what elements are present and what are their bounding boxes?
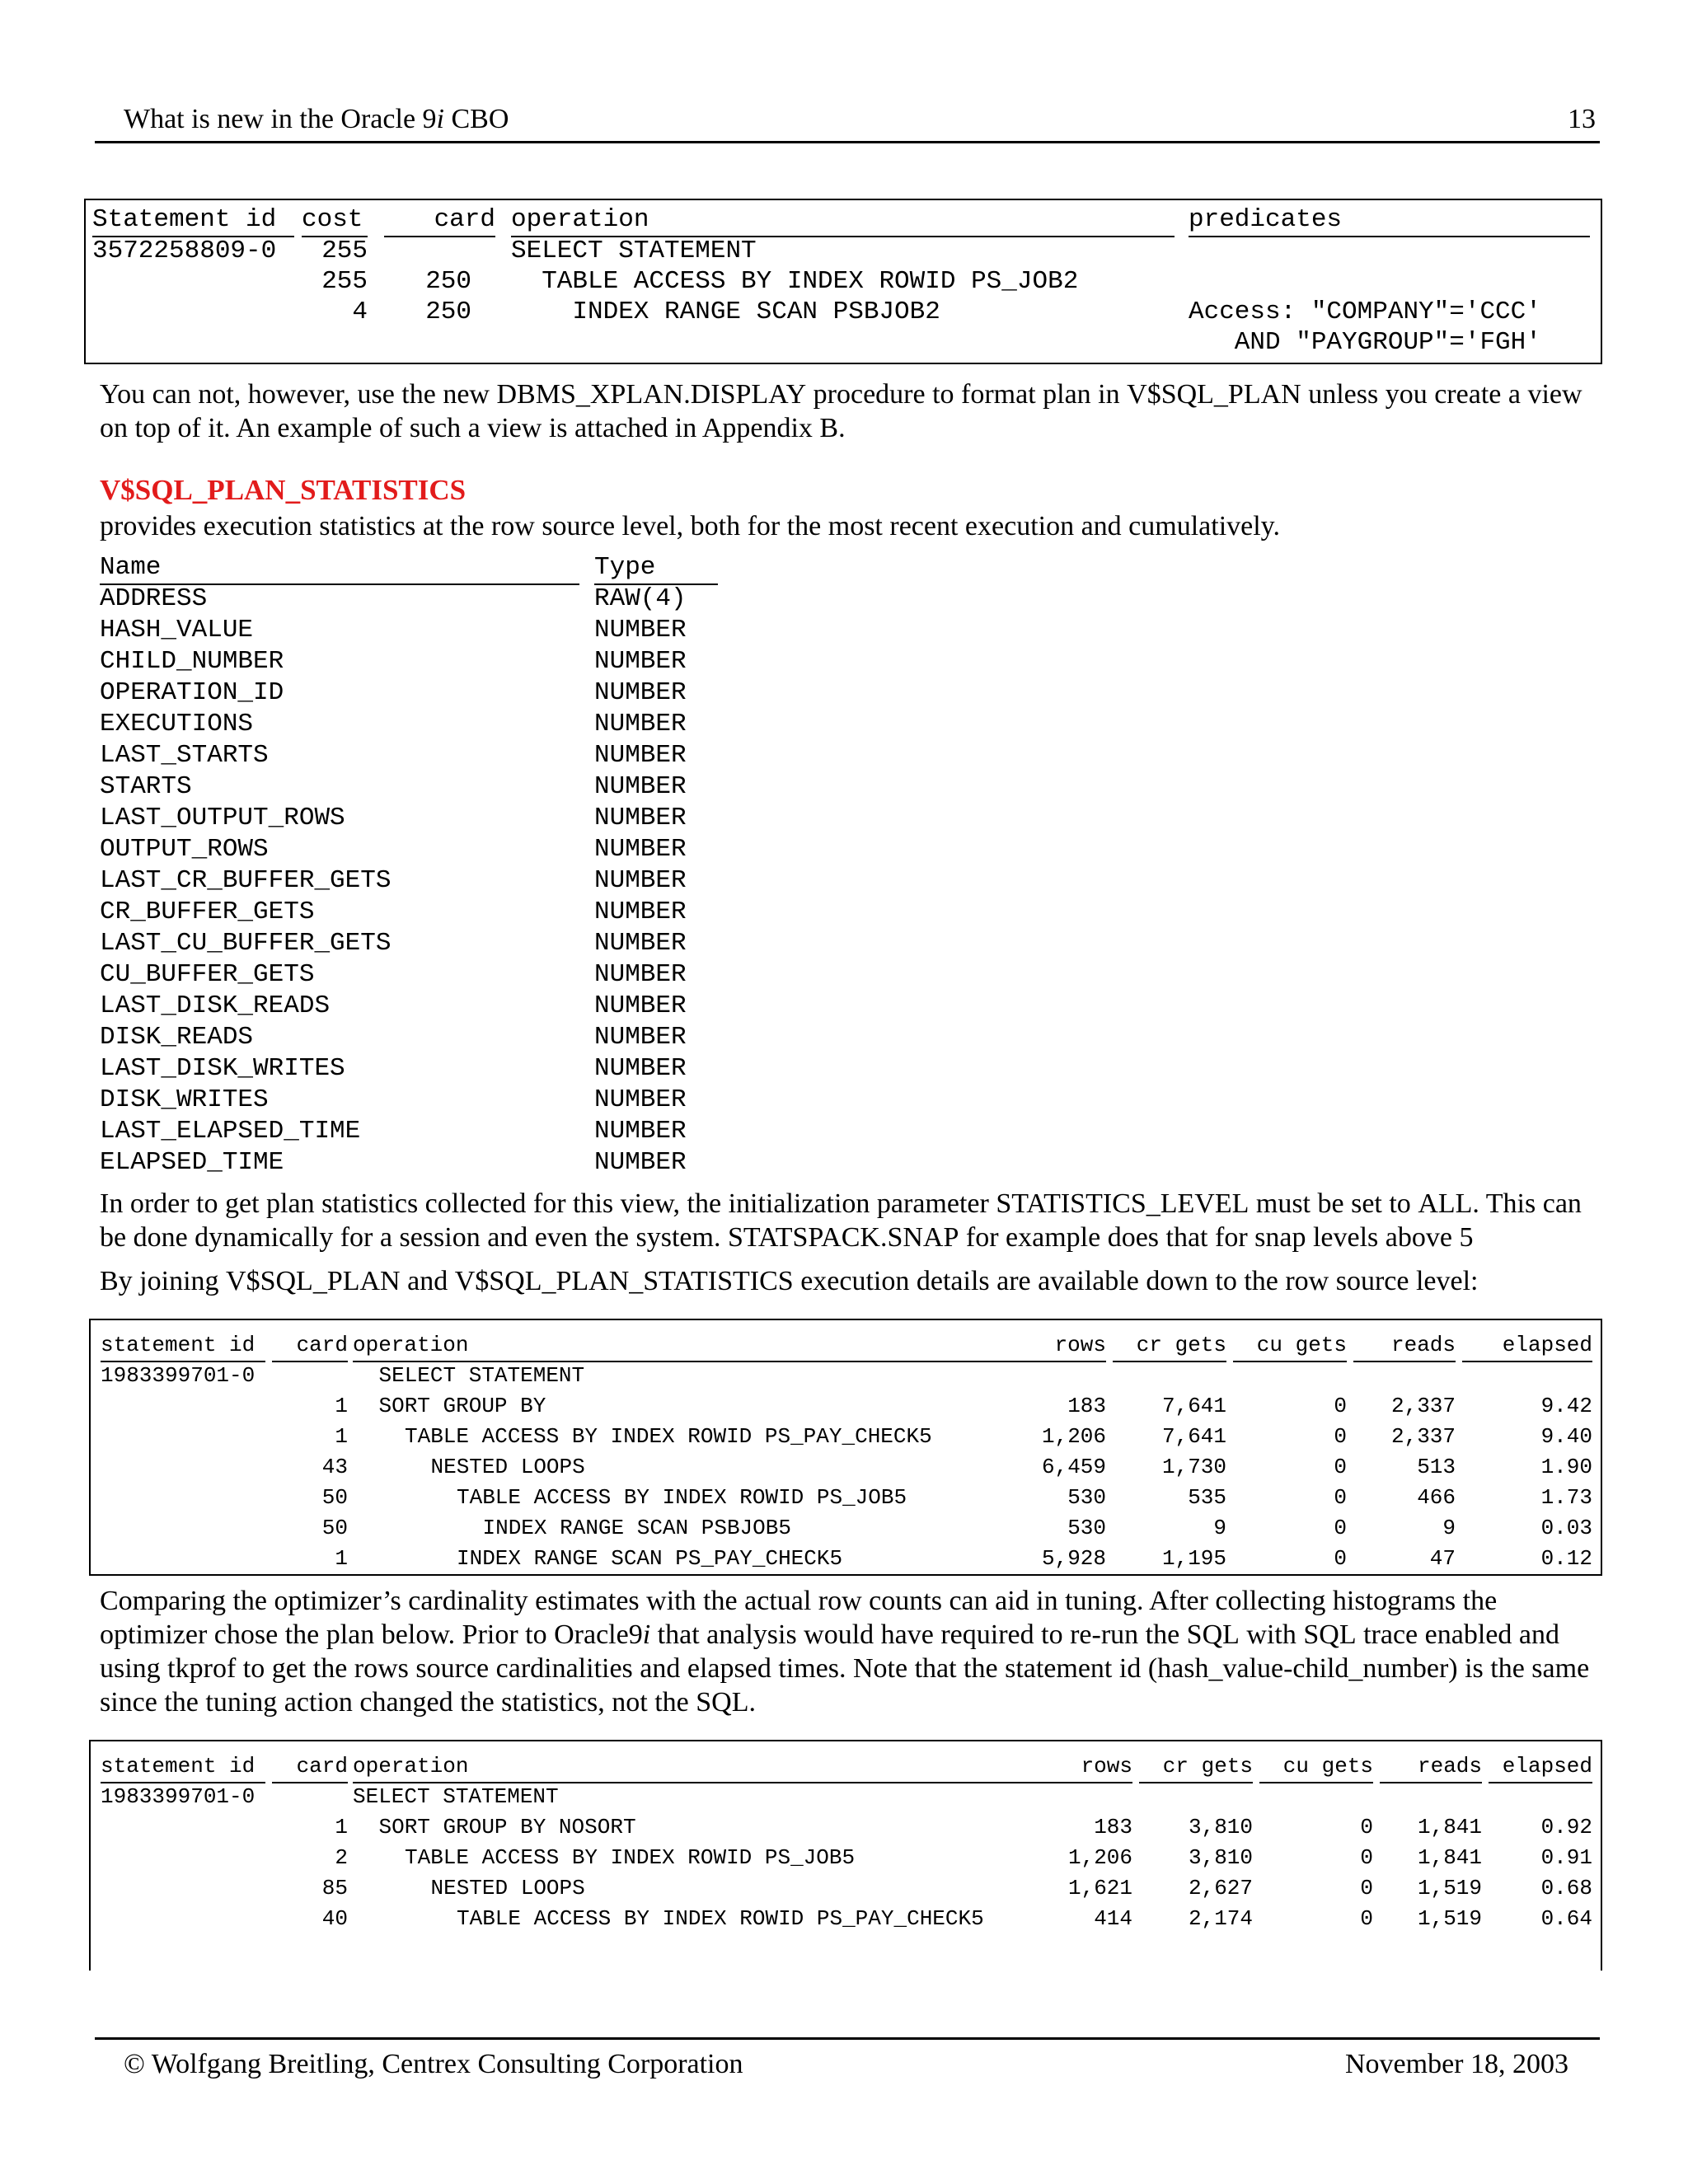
- stats1-header-rows: rows: [1004, 1330, 1106, 1362]
- column-name: DISK_READS: [100, 1023, 254, 1052]
- stats2-operation: SELECT STATEMENT: [353, 1784, 559, 1809]
- stats1-reads: 513: [1417, 1455, 1456, 1479]
- plan1-header-cost: cost: [302, 204, 368, 237]
- stats2-cu-gets: 0: [1360, 1845, 1373, 1870]
- column-name: OPERATION_ID: [100, 678, 284, 707]
- stats2-rows: 1,206: [1067, 1845, 1132, 1870]
- stats2-header-statement-id: statement id: [101, 1751, 265, 1783]
- column-name: LAST_ELAPSED_TIME: [100, 1117, 361, 1146]
- paragraph-xplan: You can not, however, use the new DBMS_XPLAN.DISPLAY procedure to format plan in V$SQL_PLAN unless you create a view on top of it. An example of such a view is attached in Appendix B.: [100, 379, 1582, 443]
- stats1-header-cu-gets: cu gets: [1233, 1330, 1347, 1362]
- plan1-cost: 255: [321, 237, 368, 265]
- stats1-header-operation: operation: [353, 1330, 1078, 1362]
- stats-table-1: [89, 1319, 1602, 1576]
- column-type: NUMBER: [594, 991, 687, 1020]
- stats1-operation: INDEX RANGE SCAN PS_PAY_CHECK5: [457, 1546, 843, 1571]
- header-rule: [95, 141, 1600, 143]
- stats2-card: 1: [335, 1815, 348, 1840]
- paragraph-statistics-level: In order to get plan statistics collected for this view, the initialization parameter STATISTICS_LEVEL must be set to ALL. This can be done dynamically for a session and even the system. STATSPACK.SNAP for example does that for snap levels above 5: [100, 1188, 1582, 1253]
- stats1-elapsed: 1.73: [1540, 1485, 1592, 1510]
- stats2-statement-id: 1983399701-0: [101, 1784, 256, 1809]
- name-header: Name: [100, 552, 579, 585]
- column-type: NUMBER: [594, 678, 687, 707]
- column-type: NUMBER: [594, 960, 687, 989]
- plan1-predicates: AND "PAYGROUP"='FGH': [1189, 328, 1541, 357]
- stats2-operation: TABLE ACCESS BY INDEX ROWID PS_JOB5: [405, 1845, 856, 1870]
- stats1-elapsed: 0.12: [1540, 1546, 1592, 1571]
- column-type: NUMBER: [594, 647, 687, 676]
- plan1-header-statement-id: Statement id: [92, 204, 294, 237]
- footer-copyright: © Wolfgang Breitling, Centrex Consulting Corporation: [124, 2049, 743, 2079]
- stats1-header-card: card: [272, 1330, 348, 1362]
- plan1-header-predicates: predicates: [1189, 204, 1590, 237]
- stats-table-2: [89, 1740, 1602, 1971]
- paragraph-comparing: Comparing the optimizer’s cardinality estimates with the actual row counts can aid in tuning. After collecting histograms the optimizer chose the plan below. Prior to Oracle9i that analysis would have required to re-run the SQL with SQL trace enabled and using tkprof to get the rows source cardinalities and elapsed times. Note that the statement id (hash_value-child_number) is the same since the tuning action changed the statistics, not the SQL.: [100, 1586, 1590, 1718]
- column-type: NUMBER: [594, 741, 687, 770]
- plan1-statement-id: 3572258809-0: [92, 237, 277, 265]
- stats2-card: 2: [335, 1845, 348, 1870]
- plan1-cost: 255: [321, 267, 368, 296]
- column-name: OUTPUT_ROWS: [100, 835, 269, 864]
- stats2-card: 85: [321, 1876, 348, 1900]
- stats2-reads: 1,519: [1417, 1906, 1482, 1931]
- stats1-card: 1: [335, 1394, 348, 1418]
- section-title: V$SQL_PLAN_STATISTICS: [100, 474, 467, 506]
- stats2-elapsed: 0.68: [1540, 1876, 1592, 1900]
- column-type: NUMBER: [594, 710, 687, 738]
- stats1-rows: 5,928: [1041, 1546, 1106, 1571]
- column-name: LAST_CR_BUFFER_GETS: [100, 866, 392, 895]
- stats1-cr-gets: 1,195: [1161, 1546, 1226, 1571]
- stats1-cr-gets: 1,730: [1161, 1455, 1226, 1479]
- stats1-operation: SELECT STATEMENT: [378, 1363, 585, 1388]
- stats1-reads: 2,337: [1390, 1394, 1456, 1418]
- column-type: RAW(4): [594, 584, 687, 613]
- stats2-cu-gets: 0: [1360, 1876, 1373, 1900]
- plan1-operation: INDEX RANGE SCAN PSBJOB2: [572, 298, 940, 326]
- column-name: ADDRESS: [100, 584, 208, 613]
- stats2-cu-gets: 0: [1360, 1815, 1373, 1840]
- column-type: NUMBER: [594, 1117, 687, 1146]
- stats1-operation: INDEX RANGE SCAN PSBJOB5: [482, 1516, 791, 1540]
- stats1-cu-gets: 0: [1334, 1424, 1347, 1449]
- stats1-rows: 6,459: [1041, 1455, 1106, 1479]
- stats1-cr-gets: 7,641: [1161, 1424, 1226, 1449]
- column-name: DISK_WRITES: [100, 1085, 269, 1114]
- plan1-header-card: card: [384, 204, 495, 237]
- type-header: Type: [594, 552, 718, 585]
- stats1-rows: 1,206: [1041, 1424, 1106, 1449]
- column-name: LAST_OUTPUT_ROWS: [100, 804, 345, 832]
- column-name: CR_BUFFER_GETS: [100, 898, 315, 926]
- stats2-header-card: card: [272, 1751, 348, 1783]
- stats2-operation: NESTED LOOPS: [430, 1876, 585, 1900]
- column-name: EXECUTIONS: [100, 710, 254, 738]
- column-name: ELAPSED_TIME: [100, 1148, 284, 1177]
- stats1-card: 50: [321, 1485, 348, 1510]
- stats1-card: 50: [321, 1516, 348, 1540]
- stats2-cu-gets: 0: [1360, 1906, 1373, 1931]
- column-name: CU_BUFFER_GETS: [100, 960, 315, 989]
- plan1-card: 250: [425, 298, 471, 326]
- stats2-cr-gets: 3,810: [1188, 1845, 1253, 1870]
- stats1-reads: 2,337: [1390, 1424, 1456, 1449]
- stats2-rows: 183: [1094, 1815, 1132, 1840]
- stats1-operation: NESTED LOOPS: [430, 1455, 585, 1479]
- stats2-elapsed: 0.64: [1540, 1906, 1592, 1931]
- stats2-card: 40: [321, 1906, 348, 1931]
- stats1-operation: TABLE ACCESS BY INDEX ROWID PS_PAY_CHECK5: [405, 1424, 932, 1449]
- stats1-rows: 183: [1067, 1394, 1106, 1418]
- column-name: LAST_DISK_WRITES: [100, 1054, 345, 1083]
- stats1-rows: 530: [1067, 1485, 1106, 1510]
- stats1-cu-gets: 0: [1334, 1455, 1347, 1479]
- plan1-predicates: Access: "COMPANY"='CCC': [1189, 298, 1541, 326]
- page-number: 13: [1568, 104, 1596, 134]
- stats1-elapsed: 9.42: [1540, 1394, 1592, 1418]
- stats1-header-cr-gets: cr gets: [1113, 1330, 1226, 1362]
- column-name: HASH_VALUE: [100, 616, 254, 644]
- stats2-header-elapsed: elapsed: [1489, 1751, 1592, 1783]
- stats1-reads: 47: [1429, 1546, 1456, 1571]
- stats2-reads: 1,519: [1417, 1876, 1482, 1900]
- column-type: NUMBER: [594, 772, 687, 801]
- column-type: NUMBER: [594, 898, 687, 926]
- stats1-header-statement-id: statement id: [101, 1330, 265, 1362]
- stats2-reads: 1,841: [1417, 1815, 1482, 1840]
- stats1-cu-gets: 0: [1334, 1394, 1347, 1418]
- stats1-elapsed: 0.03: [1540, 1516, 1592, 1540]
- stats2-header-operation: operation: [353, 1751, 1103, 1783]
- stats2-rows: 414: [1094, 1906, 1132, 1931]
- column-name: STARTS: [100, 772, 192, 801]
- stats1-header-elapsed: elapsed: [1462, 1330, 1592, 1362]
- stats2-header-cu-gets: cu gets: [1259, 1751, 1373, 1783]
- stats2-header-reads: reads: [1380, 1751, 1482, 1783]
- stats1-cr-gets: 7,641: [1161, 1394, 1226, 1418]
- stats2-rows: 1,621: [1067, 1876, 1132, 1900]
- plan1-header-operation: operation: [511, 204, 1175, 237]
- stats2-cr-gets: 3,810: [1188, 1815, 1253, 1840]
- stats2-elapsed: 0.92: [1540, 1815, 1592, 1840]
- page-footer: [124, 2049, 1568, 2080]
- plan1-operation: TABLE ACCESS BY INDEX ROWID PS_JOB2: [542, 267, 1079, 296]
- plan1-cost: 4: [352, 298, 368, 326]
- plan-table-1: [84, 199, 1602, 364]
- stats1-card: 1: [335, 1424, 348, 1449]
- stats2-elapsed: 0.91: [1540, 1845, 1592, 1870]
- stats2-reads: 1,841: [1417, 1845, 1482, 1870]
- stats2-operation: TABLE ACCESS BY INDEX ROWID PS_PAY_CHECK5: [457, 1906, 984, 1931]
- column-type: NUMBER: [594, 804, 687, 832]
- stats1-reads: 466: [1417, 1485, 1456, 1510]
- stats1-card: 1: [335, 1546, 348, 1571]
- stats1-cu-gets: 0: [1334, 1546, 1347, 1571]
- column-type: NUMBER: [594, 866, 687, 895]
- stats1-cu-gets: 0: [1334, 1516, 1347, 1540]
- column-type: NUMBER: [594, 1085, 687, 1114]
- stats2-cr-gets: 2,627: [1188, 1876, 1253, 1900]
- footer-rule: [95, 2037, 1600, 2040]
- stats1-cr-gets: 535: [1188, 1485, 1226, 1510]
- column-name: LAST_DISK_READS: [100, 991, 331, 1020]
- stats1-operation: SORT GROUP BY: [378, 1394, 546, 1418]
- stats1-reads: 9: [1442, 1516, 1456, 1540]
- stats1-cu-gets: 0: [1334, 1485, 1347, 1510]
- stats1-card: 43: [321, 1455, 348, 1479]
- stats2-header-rows: rows: [1030, 1751, 1132, 1783]
- column-name: CHILD_NUMBER: [100, 647, 284, 676]
- stats2-operation: SORT GROUP BY NOSORT: [378, 1815, 636, 1840]
- column-type: NUMBER: [594, 1054, 687, 1083]
- stats1-header-reads: reads: [1353, 1330, 1456, 1362]
- stats1-cr-gets: 9: [1213, 1516, 1226, 1540]
- column-type: NUMBER: [594, 616, 687, 644]
- column-type: NUMBER: [594, 929, 687, 958]
- page-header: [124, 104, 1596, 135]
- stats1-statement-id: 1983399701-0: [101, 1363, 256, 1388]
- column-name: LAST_STARTS: [100, 741, 269, 770]
- paragraph-joining: By joining V$SQL_PLAN and V$SQL_PLAN_STATISTICS execution details are available down to the row source level:: [100, 1266, 1479, 1296]
- stats1-elapsed: 1.90: [1540, 1455, 1592, 1479]
- stats1-rows: 530: [1067, 1516, 1106, 1540]
- stats1-operation: TABLE ACCESS BY INDEX ROWID PS_JOB5: [457, 1485, 907, 1510]
- header-title: What is new in the Oracle 9i CBO: [124, 104, 509, 134]
- column-type: NUMBER: [594, 1023, 687, 1052]
- column-name: LAST_CU_BUFFER_GETS: [100, 929, 392, 958]
- plan1-operation: SELECT STATEMENT: [511, 237, 757, 265]
- stats2-cr-gets: 2,174: [1188, 1906, 1253, 1931]
- stats2-header-cr-gets: cr gets: [1139, 1751, 1253, 1783]
- section-intro: provides execution statistics at the row source level, both for the most recent execution and cumulatively.: [100, 511, 1280, 541]
- column-type: NUMBER: [594, 1148, 687, 1177]
- stats1-elapsed: 9.40: [1540, 1424, 1592, 1449]
- plan1-card: 250: [425, 267, 471, 296]
- column-type: NUMBER: [594, 835, 687, 864]
- footer-date: November 18, 2003: [1344, 2049, 1568, 2079]
